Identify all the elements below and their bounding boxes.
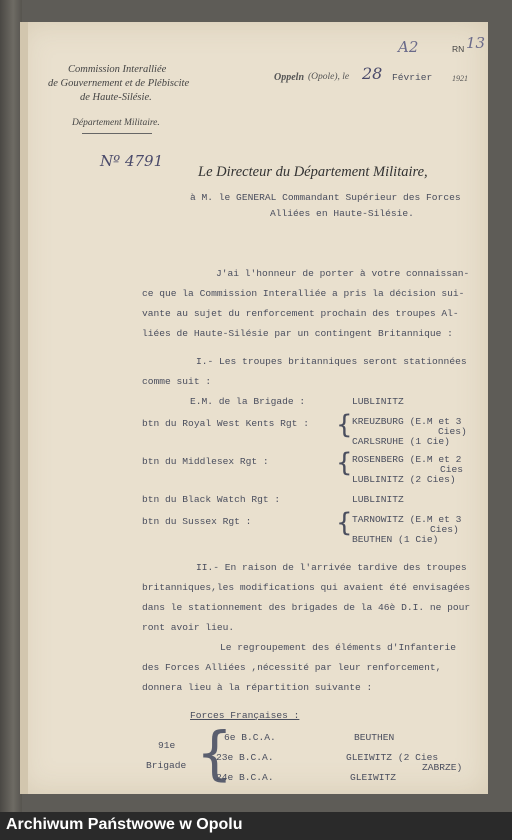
station-unit-1: E.M. de la Brigade :: [190, 396, 306, 407]
station-place-1: LUBLINITZ: [352, 396, 404, 407]
station-place-8: BEUTHEN (1 Cie): [352, 534, 439, 545]
item1-line-1: I.- Les troupes britanniques seront stationnées: [196, 356, 467, 367]
place: Oppeln: [274, 72, 304, 83]
archive-label: Archiwum Państwowe w Opolu: [6, 816, 243, 833]
station-detail-7: Cies): [430, 524, 459, 535]
brace-2: {: [336, 448, 353, 478]
org-line-1: Commission Interalliée: [68, 64, 167, 75]
brigade-word: Brigade: [146, 760, 187, 771]
force-unit-1: 6e B.C.A.: [224, 732, 276, 743]
date-year: 1921: [452, 74, 468, 83]
para3-line-2: des Forces Alliées ,nécessité par leur renforcement,: [142, 662, 442, 673]
item1-line-2: comme suit :: [142, 376, 212, 387]
station-detail-4: Cies: [440, 464, 464, 475]
station-place-3: CARLSRUHE (1 Cie): [352, 436, 450, 447]
station-unit-2: btn du Royal West Kents Rgt :: [142, 418, 309, 429]
binder-edge: [0, 0, 22, 812]
item2-line-4: ront avoir lieu.: [142, 622, 235, 633]
para3-line-1: Le regroupement des éléments d'Infanterie: [220, 642, 457, 653]
ref-handwritten: A2: [398, 38, 419, 56]
date-day: 28: [362, 64, 383, 83]
force-place-1: BEUTHEN: [354, 732, 395, 743]
brigade-number: 91e: [158, 740, 176, 751]
force-place-2: GLEIWITZ (2 Cies: [346, 752, 439, 763]
sender: Le Directeur du Département Militaire,: [198, 164, 428, 180]
force-place-3: GLEIWITZ: [350, 772, 397, 783]
forces-heading: Forces Françaises :: [190, 710, 300, 721]
station-unit-6: btn du Black Watch Rgt :: [142, 494, 281, 505]
place-paren: (Opole), le: [308, 72, 350, 82]
station-place-2: KREUZBURG (E.M et 3: [352, 416, 462, 427]
para1-line-1: J'ai l'honneur de porter à votre connaissan-: [216, 268, 470, 279]
item2-line-2: britanniques,les modifications qui avaient été envisagées: [142, 582, 471, 593]
para1-line-2: ce que la Commission Interalliée a pris la décision sui-: [142, 288, 465, 299]
recipient-line-1: à M. le GENERAL Commandant Supérieur des Forces: [190, 192, 461, 203]
org-line-3: de Haute-Silésie.: [80, 92, 152, 103]
station-unit-4: btn du Middlesex Rgt :: [142, 456, 269, 467]
para1-line-3: vante au sujet du renforcement prochain des troupes Al-: [142, 308, 459, 319]
para3-line-3: donnera lieu à la répartition suivante :: [142, 682, 373, 693]
brace-brigade: {: [196, 719, 233, 787]
item2-line-3: dans le stationnement des brigades de la 46è D.I. ne pour: [142, 602, 471, 613]
date-month: Février: [392, 72, 433, 83]
department: Département Militaire.: [72, 118, 160, 128]
station-unit-7: btn du Sussex Rgt :: [142, 516, 252, 527]
station-detail-2: Cies): [438, 426, 467, 437]
document-page: [20, 22, 488, 794]
ref-number: 13: [466, 34, 486, 52]
station-place-5: LUBLINITZ (2 Cies): [352, 474, 456, 485]
force-unit-2: 23e B.C.A.: [216, 752, 274, 763]
ref-rn: RN: [452, 44, 465, 54]
brace-1: {: [336, 410, 353, 440]
brace-3: {: [336, 508, 353, 538]
item2-line-1: II.- En raison de l'arrivée tardive des troupes: [196, 562, 467, 573]
station-place-7: TARNOWITZ (E.M et 3: [352, 514, 462, 525]
station-place-4: ROSENBERG (E.M et 2: [352, 454, 462, 465]
force-unit-3: 24e B.C.A.: [216, 772, 274, 783]
department-underline: [82, 133, 152, 134]
doc-number: Nº 4791: [100, 152, 164, 170]
archive-footer: [0, 812, 512, 840]
force-place-2b: ZABRZE): [422, 762, 463, 773]
para1-line-4: liées de Haute-Silésie par un contingent Britannique :: [142, 328, 453, 339]
recipient-line-2: Alliées en Haute-Silésie.: [270, 208, 414, 219]
station-place-6: LUBLINITZ: [352, 494, 404, 505]
org-line-2: de Gouvernement et de Plébiscite: [48, 78, 190, 89]
